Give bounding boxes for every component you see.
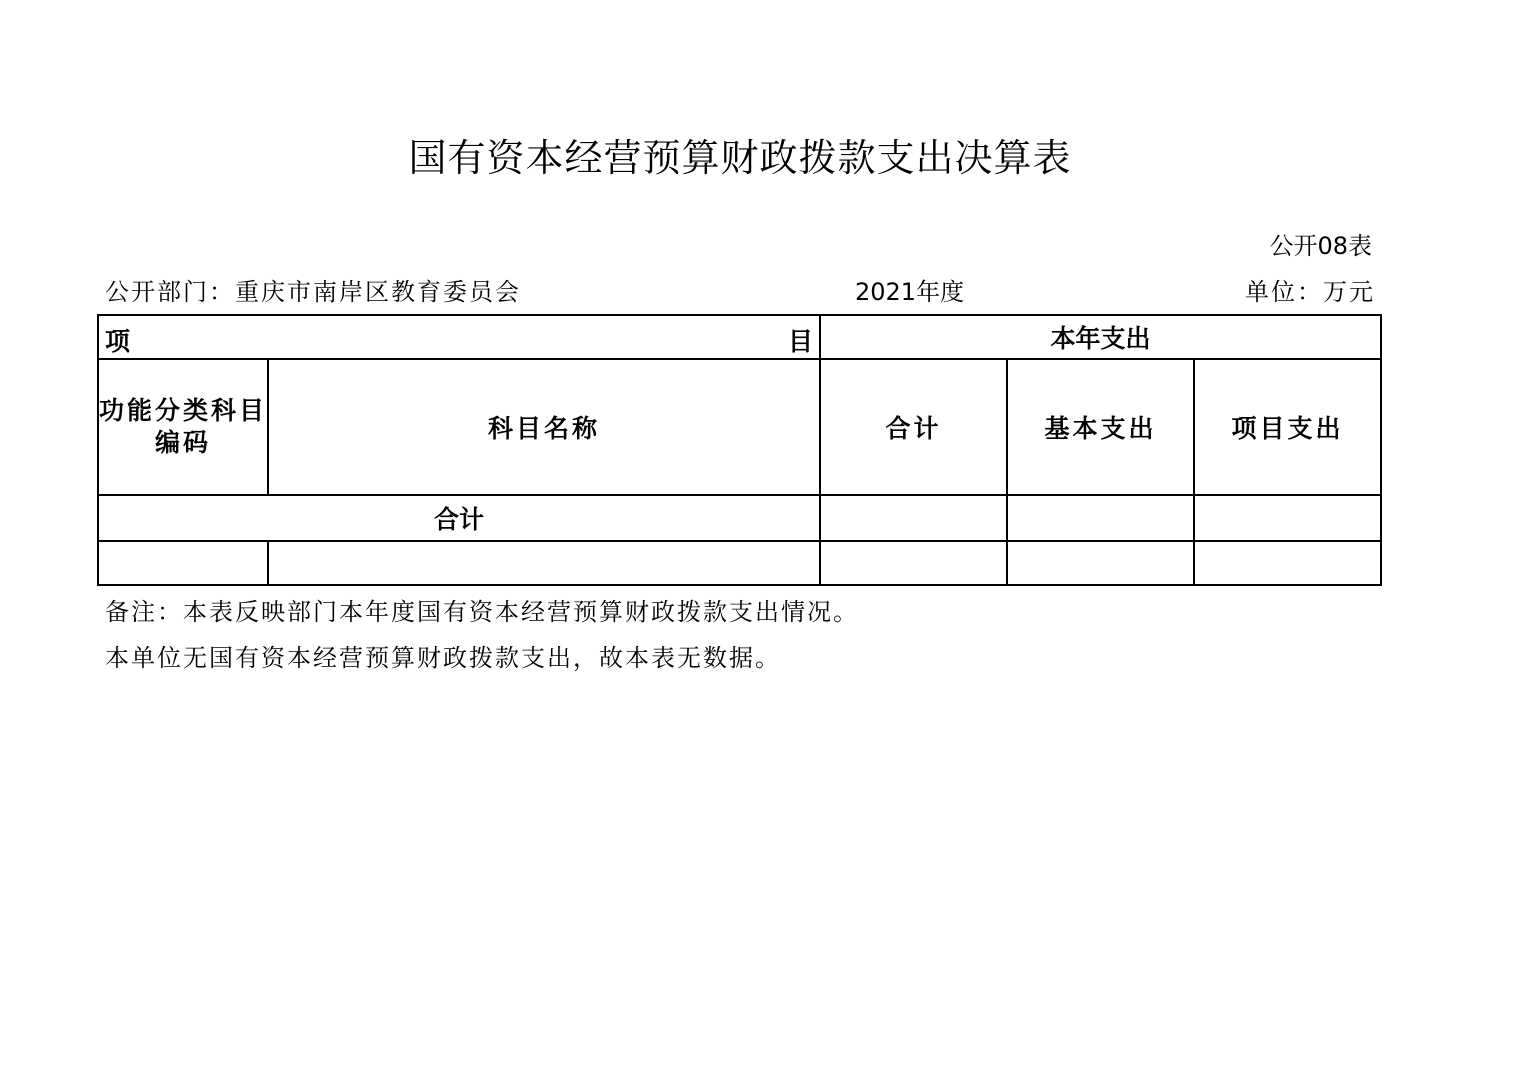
page-title: 国有资本经营预算财政拨款支出决算表 <box>408 136 1072 180</box>
meta-row <box>105 276 1375 310</box>
project-cell <box>1194 541 1381 585</box>
basic-value <box>1007 495 1194 541</box>
name-cell <box>268 541 820 585</box>
header-project-right: 目 <box>787 327 813 356</box>
col-total-header: 合计 <box>820 359 1007 495</box>
header-current-year: 本年支出 <box>820 315 1381 359</box>
basic-cell <box>1007 541 1194 585</box>
table-row <box>98 541 1381 585</box>
col-name-header: 科目名称 <box>268 359 820 495</box>
total-row <box>98 495 1381 541</box>
total-row-label: 合计 <box>98 495 820 541</box>
year-label: 2021年度 <box>855 278 965 306</box>
col-code-header: 功能分类科目编码 <box>98 359 268 495</box>
note-line-1: 备注：本表反映部门本年度国有资本经营预算财政拨款支出情况。 <box>105 598 859 626</box>
header-project-cell <box>98 315 820 359</box>
department-label: 公开部门：重庆市南岸区教育委员会 <box>105 278 521 306</box>
expenditure-table <box>97 314 1382 586</box>
unit-label: 单位：万元 <box>1245 278 1375 306</box>
col-project-header: 项目支出 <box>1194 359 1381 495</box>
form-number: 公开08表 <box>1269 232 1372 260</box>
header-row-2 <box>98 359 1381 495</box>
note-line-2: 本单位无国有资本经营预算财政拨款支出，故本表无数据。 <box>105 644 781 672</box>
col-basic-header: 基本支出 <box>1007 359 1194 495</box>
code-cell <box>98 541 268 585</box>
header-project-left: 项 <box>105 327 131 356</box>
project-value <box>1194 495 1381 541</box>
total-cell <box>820 541 1007 585</box>
header-row-1 <box>98 315 1381 359</box>
total-value <box>820 495 1007 541</box>
